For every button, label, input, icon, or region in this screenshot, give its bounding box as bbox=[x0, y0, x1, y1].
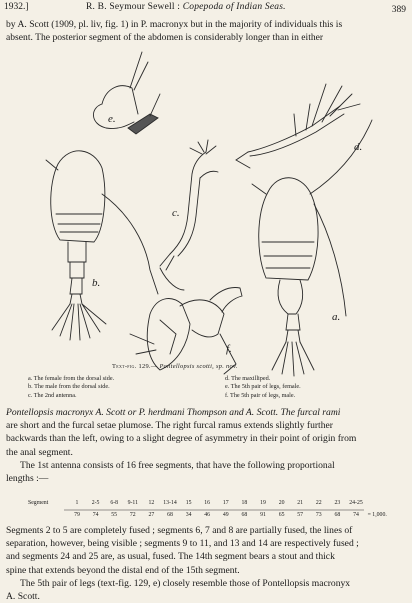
body-line-3: backwards than the left, owing to a slight degree of asymmetry in their point of origin from bbox=[6, 433, 357, 445]
segment-value: 79 bbox=[74, 512, 80, 518]
figure-c-second-antenna bbox=[160, 140, 218, 290]
segment-number: 21 bbox=[297, 500, 304, 506]
figure-legend-left bbox=[28, 375, 114, 400]
segment-value: 65 bbox=[278, 512, 285, 518]
body-line-6: lengths :— bbox=[6, 473, 49, 485]
segment-number: 1 bbox=[75, 500, 79, 506]
figure-label-b: b. bbox=[92, 277, 101, 289]
body-line-5: The 1st antenna consists of 16 free segments, that have the following proportional bbox=[20, 459, 335, 471]
legend-item-a: a. The female from the dorsal side. bbox=[28, 375, 115, 382]
figure-plate bbox=[10, 44, 402, 384]
segment-number: 18 bbox=[241, 500, 248, 506]
segment-label: Segment bbox=[28, 500, 49, 506]
author-name: R. B. Seymour Sewell : bbox=[86, 2, 181, 12]
figure-e-leg-female bbox=[93, 52, 160, 134]
segment-number: 2-5 bbox=[91, 500, 100, 506]
figure-b-male-dorsal bbox=[46, 151, 158, 340]
figure-label-a: a. bbox=[332, 311, 341, 323]
figure-a-female-dorsal bbox=[252, 120, 372, 376]
segment-rule bbox=[64, 508, 364, 512]
after-line-6: A. Scott. bbox=[6, 591, 40, 603]
figure-label-c: c. bbox=[172, 207, 180, 219]
segment-number: 20 bbox=[278, 500, 285, 506]
after-line-3: and segments 24 and 25 are, as usual, fused. The 14th segment bears a stout and thick bbox=[6, 551, 335, 563]
intro-line-1: by A. Scott (1909, pl. liv, fig. 1) in P. macronyx but in the majority of individuals this is bbox=[6, 19, 343, 30]
legend-item-f: f. The 5th pair of legs, male. bbox=[225, 391, 296, 399]
segment-value: 74 bbox=[353, 512, 359, 518]
figure-label-f: f. bbox=[226, 343, 232, 355]
body-line-4: the anal segment. bbox=[6, 446, 73, 458]
segment-number: 24-25 bbox=[349, 500, 363, 506]
segment-number: 22 bbox=[315, 500, 322, 506]
legend-item-d: d. The maxilliped. bbox=[225, 375, 271, 382]
intro-paragraph bbox=[6, 18, 404, 44]
segment-value: 73 bbox=[315, 512, 322, 518]
segment-value: 91 bbox=[260, 512, 266, 518]
description-paragraph bbox=[6, 406, 404, 485]
after-line-1: Segments 2 to 5 are completely fused ; segments 6, 7 and 8 are partially fused, the lines of bbox=[6, 525, 353, 536]
volume-year: 1932.] bbox=[4, 2, 29, 12]
legend-item-e: e. The 5th pair of legs, female. bbox=[225, 383, 301, 391]
journal-title: Copepoda of Indian Seas. bbox=[182, 2, 286, 12]
segment-value: 72 bbox=[129, 512, 136, 518]
segment-number: 6-8 bbox=[110, 500, 119, 506]
segment-number: 17 bbox=[222, 500, 229, 506]
running-header bbox=[4, 2, 406, 16]
segment-number: 16 bbox=[204, 500, 211, 506]
segment-value: 49 bbox=[222, 512, 229, 518]
segment-number: 12 bbox=[148, 500, 155, 506]
after-line-5: The 5th pair of legs (text-fig. 129, e) closely resemble those of Pontellopsis macronyx bbox=[20, 577, 351, 589]
segment-number: 13-14 bbox=[163, 500, 177, 506]
segment-number: 19 bbox=[260, 500, 266, 506]
segment-value: 46 bbox=[204, 512, 211, 518]
figure-d-maxilliped bbox=[236, 84, 363, 168]
body-line-1: Pontellopsis macronyx A. Scott or P. herdmani Thompson and A. Scott. The furcal rami bbox=[6, 407, 341, 418]
legend-item-b: b. The male from the dorsal side. bbox=[28, 383, 110, 391]
figure-label-e: e. bbox=[108, 113, 116, 125]
intro-line-2: absent. The posterior segment of the abdomen is considerably longer than in either bbox=[6, 32, 324, 44]
figure-caption bbox=[112, 363, 238, 370]
caption-species: Pontellopsis scotti, bbox=[159, 363, 215, 370]
after-line-4: spine that extends beyond the distal end of the 15th segment. bbox=[6, 564, 240, 576]
segment-value: 68 bbox=[167, 512, 173, 518]
figure-f-leg-male bbox=[130, 288, 242, 375]
segment-value: 68 bbox=[334, 512, 341, 518]
segment-description-paragraph bbox=[6, 524, 404, 603]
page-number: 389 bbox=[391, 5, 406, 15]
segment-number: 15 bbox=[185, 500, 192, 506]
segment-number-row bbox=[28, 500, 363, 506]
segment-number: 9-11 bbox=[127, 500, 138, 506]
segment-value: 55 bbox=[111, 512, 118, 518]
segment-number: 23 bbox=[334, 500, 341, 506]
figure-legend-right bbox=[225, 375, 301, 400]
segment-total: = 1,000. bbox=[367, 512, 387, 518]
legend-item-c: c. The 2nd antenna. bbox=[28, 391, 77, 399]
segment-value: 27 bbox=[148, 512, 155, 518]
segment-value: 74 bbox=[92, 512, 99, 518]
after-line-2: separation, however, being visible ; segments 9 to 11, and 13 and 14 are respectively fused ; bbox=[6, 538, 359, 550]
segment-value: 68 bbox=[241, 512, 248, 518]
segment-value: 57 bbox=[297, 512, 304, 518]
caption-suffix: sp. nov. bbox=[215, 363, 238, 370]
figure-label-d: d. bbox=[354, 141, 363, 153]
segment-value: 34 bbox=[185, 512, 192, 518]
running-title bbox=[86, 2, 286, 12]
body-line-2: are short and the furcal setae plumose. The right furcal ramus extends slightly further bbox=[6, 420, 333, 432]
caption-prefix: Text-fig. 129.— bbox=[112, 363, 158, 370]
